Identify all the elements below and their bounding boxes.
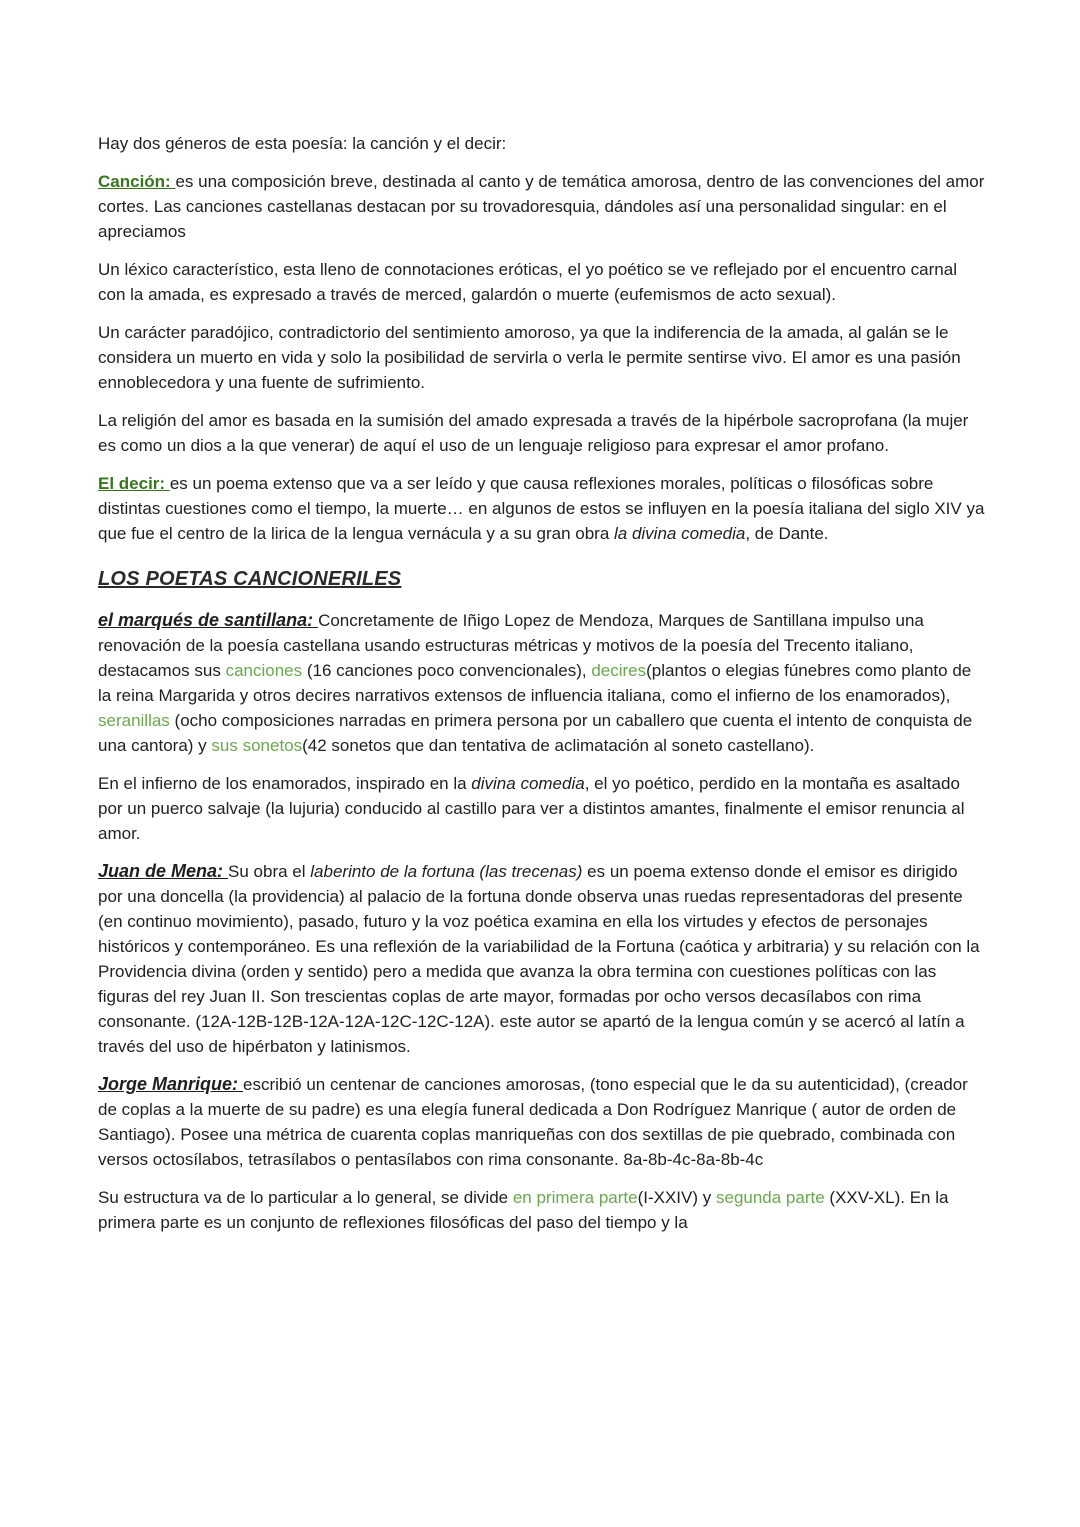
- mena-lead: Juan de Mena:: [98, 861, 229, 881]
- estructura-green-segunda-parte: segunda parte: [715, 1188, 825, 1207]
- paragraph-religion: [98, 408, 985, 458]
- mena-book-title: laberinto de la fortuna (las trecenas): [310, 862, 583, 881]
- paragraph-decir: [98, 471, 985, 546]
- santillana-green-sonetos: sus sonetos: [211, 736, 303, 755]
- estructura-b3: (XXV-XL). En la primera parte es un conjunto de reflexiones filosóficas del paso del tiempo y la: [98, 1188, 949, 1232]
- paragraph-estructura: [98, 1185, 985, 1235]
- paragraph-lexico: [98, 257, 985, 307]
- lexico-text: Un léxico característico, esta lleno de connotaciones eróticas, el yo poético se ve reflejado por el encuentro carnal con la amada, es expresado a través de merced, galardón o muerte (eufemismos de acto sexual).: [98, 260, 957, 304]
- manrique-b1: escribió un centenar de canciones amorosas, (tono especial que le da su autenticidad), (creador de coplas a la muerte de su padre) es una elegía funeral dedicada a Don Rodríguez Manrique ( autor de orden de Santiago). Posee una métrica de cuarenta coplas manriqueñas con dos sextillas de pie quebrado, combinada con versos octosílabos, tetrasílabos o pentasílabos con rima consonante. 8a-8b-4c-8a-8b-4c: [98, 1075, 968, 1169]
- estructura-b2: (I-XXIV) y: [637, 1188, 716, 1207]
- santillana-lead: el marqués de santillana:: [98, 610, 319, 630]
- mena-b2: es un poema extenso donde el emisor es dirigido por una doncella (la providencia) al palacio de la fortuna donde observa unas ruedas representadoras del presente (en continuo movimiento), pasado, futuro y la voz poética examina en ella los virtudes y efectos de personajes históricos y contemporáneo. Es una reflexión de la variabilidad de la Fortuna (caótica y arbitraria) y su relación con la Providencia divina (orden y sentido) pero a medida que avanza la obra termina con cuestiones políticas con las figuras del rey Juan II. Son trescientas coplas de arte mayor, formadas por ocho versos decasílabos con rima consonante. (12A-12B-12B-12A-12A-12C-12C-12A). este autor se apartó de la lengua común y se acercó al latín a través del uso de hipérbaton y latinismos.: [98, 862, 980, 1056]
- paragraph-manrique: [98, 1072, 985, 1172]
- infierno-b2: , el yo poético, perdido en la montaña es asaltado por un puerco salvaje (la lujuria) conducido al castillo para ver a distintos amantes, finalmente el emisor renuncia al amor.: [98, 774, 965, 843]
- manrique-lead: Jorge Manrique:: [98, 1074, 244, 1094]
- cancion-body: es una composición breve, destinada al canto y de temática amorosa, dentro de las convenciones del amor cortes. Las canciones castellanas destacan por su trovadoresquia, dándoles así una personalidad singular: en el apreciamos: [98, 172, 985, 241]
- santillana-b1: Concretamente de Iñigo Lopez de Mendoza, Marques de Santillana impulso una renovación de la poesía castellana usando estructuras métricas y motivos de la poesía del Trecento italiano, destacamos sus: [98, 611, 924, 680]
- santillana-b2: (16 canciones poco convencionales),: [302, 661, 592, 680]
- santillana-b4: (ocho composiciones narradas en primera persona por un caballero que cuenta el intento de conquista de una cantora) y: [98, 711, 973, 755]
- religion-text: La religión del amor es basada en la sumisión del amado expresada a través de la hipérbole sacroprofana (la mujer es como un dios a la que venerar) de aquí el uso de un lenguaje religioso para expresar el amor profano.: [98, 411, 969, 455]
- cancion-lead: Canción:: [98, 172, 176, 191]
- paragraph-santillana: [98, 608, 985, 758]
- paragraph-mena: [98, 859, 985, 1059]
- intro-text: Hay dos géneros de esta poesía: la canción y el decir:: [98, 134, 507, 153]
- section-heading-poetas-cancioneriles: LOS POETAS CANCIONERILES: [98, 568, 402, 590]
- santillana-green-seranillas: seranillas: [98, 711, 170, 730]
- estructura-green-primera-parte: en primera parte: [512, 1188, 638, 1207]
- santillana-b5: (42 sonetos que dan tentativa de aclimatación al soneto castellano).: [302, 736, 815, 755]
- estructura-b1: Su estructura va de lo particular a lo general, se divide: [98, 1188, 513, 1207]
- mena-b1: Su obra el: [228, 862, 311, 881]
- paragraph-caracter: [98, 320, 985, 395]
- infierno-book-title: divina comedia: [471, 774, 585, 793]
- santillana-green-decires: decires: [591, 661, 647, 680]
- decir-book-title: la divina comedia: [614, 524, 746, 543]
- caracter-text: Un carácter paradójico, contradictorio del sentimiento amoroso, ya que la indiferencia de la amada, al galán se le considera un muerto en vida y solo la posibilidad de servirla o verla le permite sentirse vivo. El amor es una pasión ennoblecedora y una fuente de sufrimiento.: [98, 323, 961, 392]
- paragraph-infierno: [98, 771, 985, 846]
- paragraph-cancion: [98, 169, 985, 244]
- decir-body2: , de Dante.: [745, 524, 829, 543]
- decir-body1: es un poema extenso que va a ser leído y que causa reflexiones morales, políticas o filosóficas sobre distintas cuestiones como el tiempo, la muerte… en algunos de estos se influyen en la poesía italiana del siglo XIV ya que fue el centro de la lirica de la lengua vernácula y a su gran obra: [98, 474, 985, 543]
- santillana-b3: (plantos o elegias fúnebres como planto de la reina Margarida y otros decires narrativos extensos de influencia italiana, como el infierno de los enamorados),: [98, 661, 972, 705]
- decir-lead: El decir:: [98, 474, 170, 493]
- paragraph-intro: [98, 131, 985, 156]
- santillana-green-canciones: canciones: [225, 661, 303, 680]
- infierno-b1: En el infierno de los enamorados, inspirado en la: [98, 774, 472, 793]
